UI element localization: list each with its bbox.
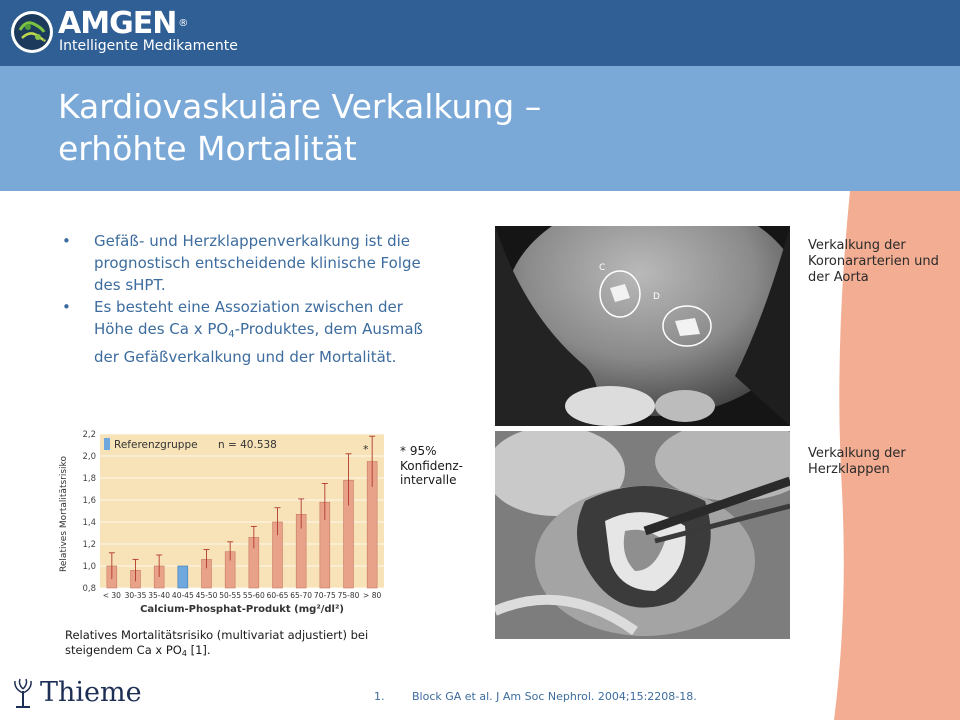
x-axis-label: Calcium-Phosphat-Produkt (mg²/dl²): [140, 604, 344, 615]
x-tick-label: 35-40: [148, 591, 171, 600]
ct-caption: Verkalkung der Koronararterien und der Aorta: [808, 238, 939, 285]
bullet-item: • Gefäß- und Herzklappenverkalkung ist die prognostisch entscheidende klinische Folge des sHPT.: [62, 230, 442, 296]
x-tick-label: 50-55: [219, 591, 242, 600]
confidence-note: * 95% Konfidenz- intervalle: [400, 444, 464, 487]
thieme-tree-icon: [10, 677, 36, 709]
x-tick-label: 60-65: [266, 591, 289, 600]
x-tick-label: 75-80: [337, 591, 360, 600]
x-tick-label: > 80: [363, 591, 382, 600]
bullet-item: • Es besteht eine Assoziation zwischen der Höhe des Ca x $PO_4$-Produktes, dem Ausmaß der Gefäßverkalkung und der Mortalität.: [62, 296, 442, 368]
x-tick-label: 40-45: [171, 591, 194, 600]
slide-title: Kardiovaskuläre Verkalkung – erhöhte Mortalität: [58, 87, 542, 168]
x-tick-label: 55-60: [242, 591, 265, 600]
brand-name: AMGEN ®: [58, 6, 188, 41]
significance-marker: *: [363, 443, 369, 456]
x-tick-label: < 30: [102, 591, 121, 600]
x-tick-label: 30-35: [124, 591, 147, 600]
y-tick-label: 1,6: [82, 496, 96, 506]
y-tick-label: 0,8: [82, 584, 96, 594]
y-tick-label: 2,0: [82, 452, 96, 462]
reference: 1. Block GA et al. J Am Soc Nephrol. 2004;15:2208-18.: [374, 690, 697, 703]
publisher-name: Thieme: [40, 677, 142, 708]
y-tick-label: 1,2: [82, 540, 96, 550]
x-tick-label: 65-70: [290, 591, 313, 600]
chart-plot-background: [100, 434, 384, 588]
chart-bar: [178, 566, 188, 588]
valve-caption: Verkalkung der Herzklappen: [808, 446, 906, 477]
chart-caption: Relatives Mortalitätsrisiko (multivariat adjustiert) bei steigendem Ca x PO4 [1].: [65, 628, 369, 658]
x-tick-label: 45-50: [195, 591, 218, 600]
bullet-list: [62, 230, 442, 368]
sample-size-label: n = 40.538: [218, 439, 277, 451]
legend-swatch: [104, 438, 110, 450]
amgen-logo-icon: [10, 10, 54, 54]
y-axis-label: Relatives Mortalitätsrisiko: [59, 456, 69, 572]
ct-label-c: C: [599, 263, 606, 273]
brand-tagline: Intelligente Medikamente: [59, 38, 238, 54]
ct-label-d: D: [653, 292, 660, 302]
mortality-bar-chart: [52, 426, 388, 616]
ct-scan-image: [495, 226, 790, 426]
x-tick-label: 70-75: [313, 591, 336, 600]
header-bar: [0, 0, 960, 66]
y-tick-label: 1,4: [82, 518, 96, 528]
legend-label: Referenzgruppe: [114, 439, 198, 451]
y-tick-label: 1,0: [82, 562, 96, 572]
y-tick-label: 2,2: [82, 430, 96, 440]
valve-surgery-image: [495, 431, 790, 639]
y-tick-label: 1,8: [82, 474, 96, 484]
